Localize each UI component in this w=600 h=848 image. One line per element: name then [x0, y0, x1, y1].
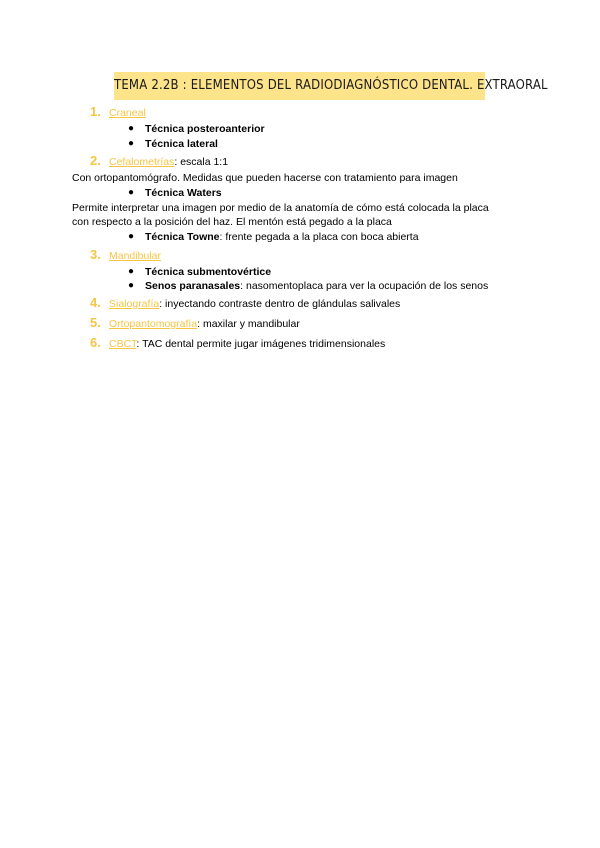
section-number: 4.: [90, 295, 101, 310]
section-number: 5.: [90, 315, 101, 330]
bullet-bold: Técnica Towne: [145, 231, 220, 243]
section-number: 2.: [90, 153, 101, 168]
section-link-mandibular[interactable]: Mandibular: [109, 250, 161, 262]
bullet-bold: Técnica posteroanterior: [145, 123, 265, 135]
bullet-item: [145, 279, 488, 293]
bullet-dot: ●: [128, 266, 135, 277]
section-heading: [109, 106, 146, 120]
section-heading: [109, 249, 161, 263]
bullet-dot: ●: [128, 187, 135, 198]
bullet-item: [145, 137, 218, 151]
paragraph: Con ortopantomógrafo. Medidas que pueden hacerse con tratamiento para imagen: [72, 172, 458, 184]
section-heading: [109, 317, 300, 331]
section-number: 1.: [90, 104, 101, 119]
section-heading: [109, 297, 400, 311]
bullet-rest: : nasomentoplaca para ver la ocupación de los senos: [240, 280, 489, 292]
section-heading: [109, 337, 385, 351]
bullet-dot: ●: [128, 123, 135, 134]
section-number: 6.: [90, 335, 101, 350]
paragraph: Permite interpretar una imagen por medio de la anatomía de cómo está colocada la placa: [72, 202, 489, 214]
paragraph: con respecto a la posición del haz. El mentón está pegado a la placa: [72, 216, 392, 228]
bullet-rest: : frente pegada a la placa con boca abierta: [219, 231, 419, 243]
section-heading: [109, 155, 228, 169]
section-link-cbct[interactable]: CBCT: [109, 338, 137, 350]
bullet-item: [145, 122, 265, 136]
bullet-bold: Técnica lateral: [145, 138, 218, 150]
bullet-dot: ●: [128, 138, 135, 149]
section-number: 3.: [90, 247, 101, 262]
section-link-sialografia[interactable]: Sialografía: [109, 298, 160, 310]
section-link-cefalometrias[interactable]: Cefalometrías: [109, 156, 175, 168]
bullet-dot: ●: [128, 231, 135, 242]
section-link-craneal[interactable]: Craneal: [109, 107, 146, 119]
bullet-bold: Senos paranasales: [145, 280, 241, 292]
section-suffix: : escala 1:1: [174, 156, 229, 168]
bullet-item: [145, 230, 419, 244]
bullet-item: [145, 265, 271, 279]
section-link-ortopantomografia[interactable]: Ortopantomografía: [109, 318, 198, 330]
section-suffix: : maxilar y mandibular: [197, 318, 300, 330]
section-suffix: : TAC dental permite jugar imágenes tridimensionales: [136, 338, 386, 350]
bullet-dot: ●: [128, 280, 135, 291]
bullet-item: [145, 186, 222, 200]
page-title: TEMA 2.2B : ELEMENTOS DEL RADIODIAGNÓSTICO DENTAL. EXTRAORAL: [114, 72, 485, 100]
bullet-bold: Técnica Waters: [145, 187, 222, 199]
section-suffix: : inyectando contraste dentro de glándulas salivales: [159, 298, 401, 310]
bullet-bold: Técnica submentovértice: [145, 266, 272, 278]
